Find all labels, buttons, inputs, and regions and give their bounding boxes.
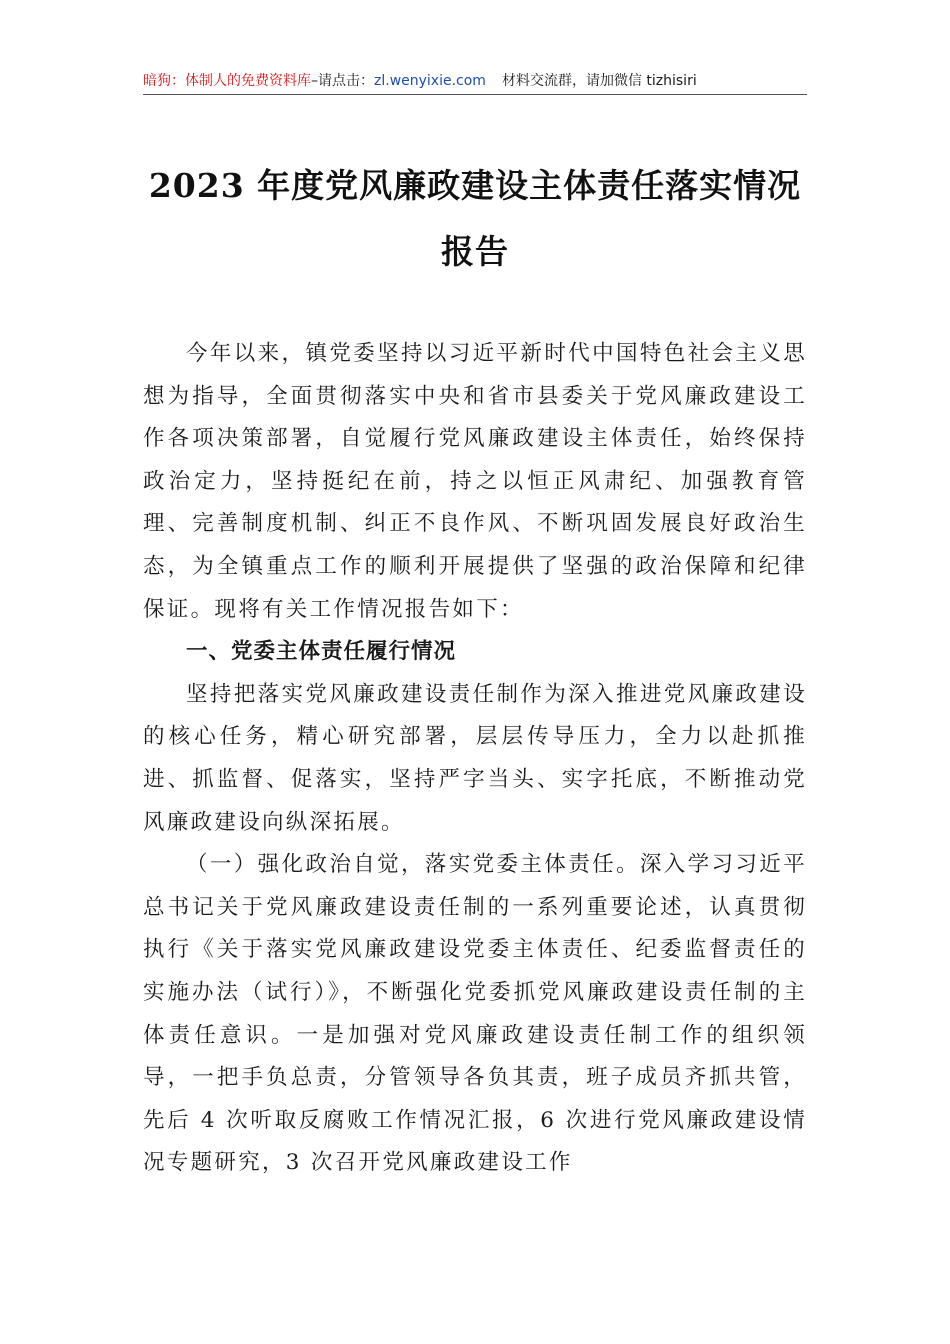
header-url-link[interactable]: zl.wenyixie.com (374, 73, 486, 89)
document-body (143, 333, 807, 1313)
header-click-prompt: –请点击： (311, 73, 374, 89)
subsection1-paragraph: （一）强化政治自觉，落实党委主体责任。深入学习习近平总书记关于党风廉政建设责任制的一系列重要论述，认真贯彻执行《关于落实党风廉政建设党委主体责任、纪委监督责任的实施办法（试行）》，不断强化党委抓党风廉政建设责任制的主体责任意识。一是加强对党风廉政建设责任制工作的组织领导，一把手负总责，分管领导各负其责，班子成员齐抓共管，先后 4 次听取反腐败工作情况汇报，6 次进行党风廉政建设情况专题研究，3 次召开党风廉政建设工作 (143, 852, 807, 1176)
document-title-line2: 报告 (441, 232, 509, 271)
header-site-label: 暗狗：体制人的免费资料库 (143, 73, 311, 89)
header-contact: 材料交流群，请加微信 tizhisiri (501, 73, 697, 89)
section1-heading: 一、党委主体责任履行情况 (186, 639, 457, 665)
intro-paragraph: 今年以来，镇党委坚持以习近平新时代中国特色社会主义思想为指导，全面贯彻落实中央和省市县委关于党风廉政建设工作各项决策部署，自觉履行党风廉政建设主体责任，始终保持政治定力，坚持挺纪在前，持之以恒正风肃纪、加强教育管理、完善制度机制、纠正不良作风、不断巩固发展良好政治生态，为全镇重点工作的顺利开展提供了坚强的政治保障和纪律保证。现将有关工作情况报告如下： (143, 341, 807, 622)
page-header (143, 68, 807, 95)
section1-paragraph: 坚持把落实党风廉政建设责任制作为深入推进党风廉政建设的核心任务，精心研究部署，层层传导压力，全力以赴抓推进、抓监督、促落实，坚持严字当头、实字托底，不断推动党风廉政建设向纵深拓展。 (143, 681, 807, 835)
document-title-line1: 2023 年度党风廉政建设主体责任落实情况 (148, 166, 802, 205)
